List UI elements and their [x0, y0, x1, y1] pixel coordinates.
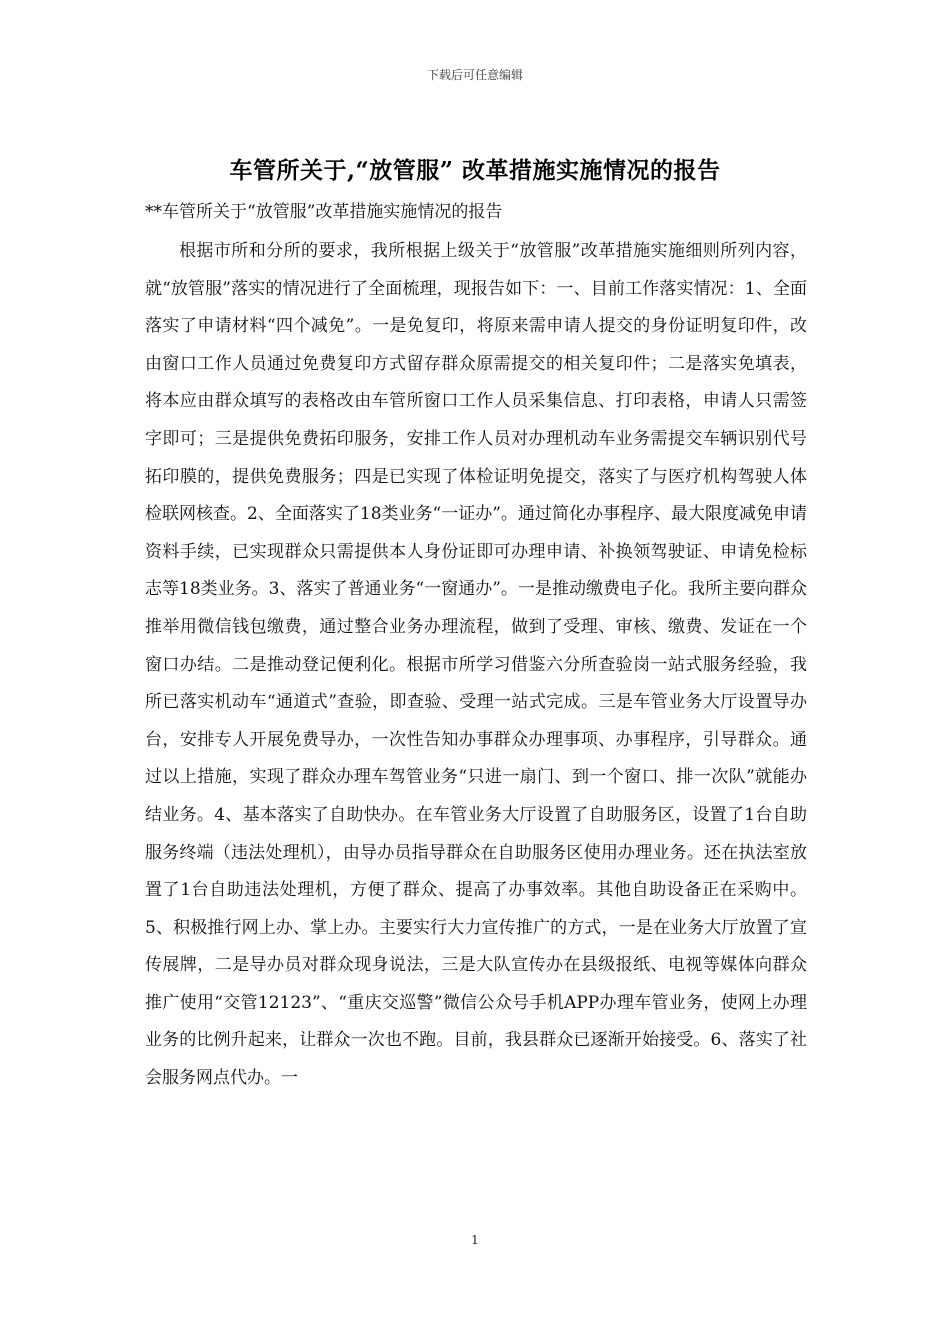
page-header-note: 下载后可任意编辑 [426, 68, 523, 82]
document-body [145, 233, 807, 1098]
document-subtitle: **车管所关于“放管服”改革措施实施情况的报告 [145, 202, 503, 222]
page-number: 1 [471, 1233, 479, 1247]
body-paragraph: 根据市所和分所的要求，我所根据上级关于“放管服”改革措施实施细则所列内容，就“放管服”落实的情况进行了全面梳理，现报告如下：一、目前工作落实情况：1、全面落实了申请材料“四个减免”。一是免复印，将原来需申请人提交的身份证明复印件，改由窗口工作人员通过免费复印方式留存群众原需提交的相关复印件；二是落实免填表，将本应由群众填写的表格改由车管所窗口工作人员采集信息、打印表格，申请人只需签字即可；三是提供免费拓印服务，安排工作人员对办理机动车业务需提交车辆识别代号拓印膜的，提供免费服务；四是已实现了体检证明免提交，落实了与医疗机构驾驶人体检联网核查。2、全面落实了18类业务“一证办”。通过简化办事程序、最大限度减免申请资料手续，已实现群众只需提供本人身份证即可办理申请、补换领驾驶证、申请免检标志等18类业务。3、落实了普通业务“一窗通办”。一是推动缴费电子化。我所主要向群众推举用微信钱包缴费，通过整合业务办理流程，做到了受理、审核、缴费、发证在一个窗口办结。二是推动登记便利化。根据市所学习借鉴六分所查验岗一站式服务经验，我所已落实机动车“通道式”查验，即查验、受理一站式完成。三是车管业务大厅设置导办台，安排专人开展免费导办，一次性告知办事群众办理事项、办事程序，引导群众。通过以上措施，实现了群众办理车驾管业务“只进一扇门、到一个窗口、排一次队”就能办结业务。4、基本落实了自助快办。在车管业务大厅设置了自助服务区，设置了1台自助服务终端（违法处理机），由导办员指导群众在自助服务区使用办理业务。还在执法室放置了1台自助违法处理机，方便了群众、提高了办事效率。其他自助设备正在采购中。5、积极推行网上办、掌上办。主要实行大力宣传推广的方式，一是在业务大厅放置了宣传展牌，二是导办员对群众现身说法，三是大队宣传办在县级报纸、电视等媒体向群众推广使用“交管12123”、“重庆交巡警”微信公众号手机APP办理车管业务，使网上办理业务的比例升起来，让群众一次也不跑。目前，我县群众已逐渐开始接受。6、落实了社会服务网点代办。一 [145, 241, 807, 1089]
document-title: 车管所关于,“放管服” 改革措施实施情况的报告 [229, 157, 721, 184]
